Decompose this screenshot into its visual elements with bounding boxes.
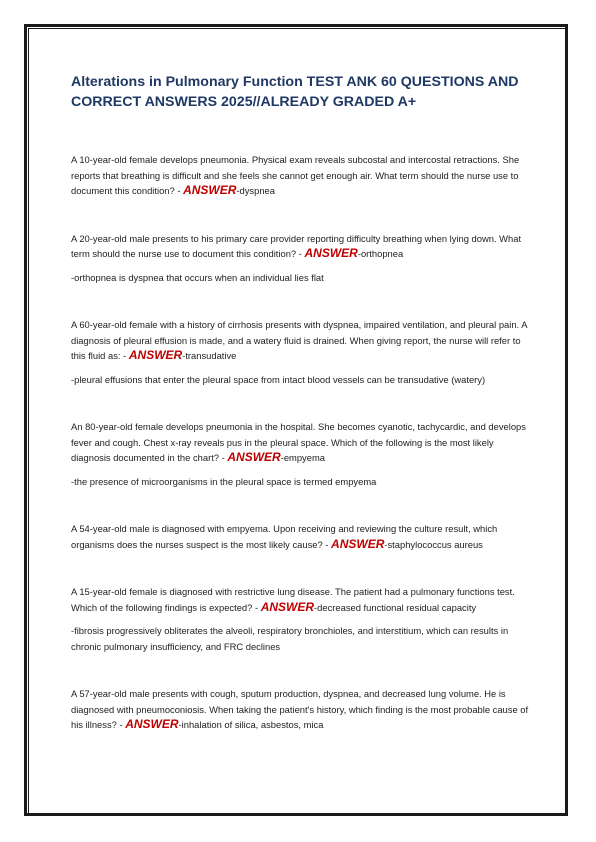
qa-item: [71, 686, 529, 733]
answer-label: ANSWER: [260, 599, 315, 614]
answer-separator: -: [174, 185, 184, 196]
answer-separator: -: [322, 538, 332, 550]
question-text: [71, 231, 529, 262]
answer-separator: -: [120, 350, 129, 361]
explanation-text: -the presence of microorganisms in the pleural space is termed empyema: [71, 475, 377, 487]
question-text: [71, 419, 529, 466]
answer-label: ANSWER: [227, 450, 281, 464]
answer-separator: -: [219, 452, 228, 463]
question: A 57-year-old male presents with cough, sputum production, dyspnea, and decreased lung volume. He is diagnosed with pneumoconiosis. When taking the patient's history, which finding is the most probable cause of his illness?: [71, 688, 529, 730]
document-title: Alterations in Pulmonary Function TEST ANK 60 QUESTIONS AND CORRECT ANSWERS 2025//ALREADY GRADED A+: [71, 74, 519, 110]
answer-text: -empyema: [280, 452, 325, 463]
qa-item: [71, 419, 529, 489]
qa-item: [71, 231, 529, 286]
answer-label: ANSWER: [304, 246, 358, 260]
question-text: [71, 584, 529, 615]
answer-separator: -: [252, 601, 261, 613]
answer-text: -inhalation of silica, asbestos, mica: [178, 719, 324, 730]
answer-label: ANSWER: [128, 348, 183, 362]
explanation-text: -pleural effusions that enter the pleural space from intact blood vessels can be transudative (watery): [71, 373, 486, 385]
explanation-text: -fibrosis progressively obliterates the alveoli, respiratory bronchioles, and interstitium, which can results in chronic pulmonary insufficiency, and FRC declines: [71, 625, 509, 652]
answer-separator: -: [116, 719, 126, 730]
qa-list: [71, 152, 529, 733]
question-text: [71, 152, 529, 199]
answer-label: ANSWER: [331, 536, 385, 551]
answer-label: ANSWER: [183, 183, 237, 197]
question: A 60-year-old female with a history of cirrhosis presents with dyspnea, impaired ventilation, and pleural pain. A diagnosis of pleural effusion is made, and a watery fluid is drained. When giving report, the nurse will refer to this fluid as:: [71, 319, 527, 361]
qa-item: [71, 317, 529, 387]
question: A 15-year-old female is diagnosed with restrictive lung disease. The patient had a pulmonary functions test. Which of the following findings is expected?: [71, 586, 515, 613]
question-text: [71, 521, 529, 552]
qa-item: [71, 152, 529, 199]
question-text: [71, 317, 529, 364]
question-text: [71, 686, 529, 733]
answer-separator: -: [296, 248, 305, 259]
question: A 20-year-old male presents to his primary care provider reporting difficulty breathing when lying down. What term should the nurse use to document this condition?: [71, 232, 522, 259]
answer-text: -orthopnea: [357, 248, 404, 259]
question: A 54-year-old male is diagnosed with empyema. Upon receiving and reviewing the culture result, which organisms does the nurses suspect is the most likely cause?: [71, 523, 498, 550]
answer-text: -dyspnea: [236, 185, 275, 196]
qa-item: [71, 584, 529, 654]
answer-text: -decreased functional residual capacity: [314, 601, 477, 613]
question: A 10-year-old female develops pneumonia. Physical exam reveals subcostal and intercostal retractions. She reports that breathing is difficult and she feels she cannot get enough air. What term should the nurse use to document this condition?: [71, 154, 520, 196]
qa-item: [71, 521, 529, 552]
explanation-text: -orthopnea is dyspnea that occurs when an individual lies flat: [71, 271, 324, 283]
answer-text: -transudative: [182, 350, 237, 361]
question: An 80-year-old female develops pneumonia in the hospital. She becomes cyanotic, tachycardic, and develops fever and cough. Chest x-ray reveals pus in the pleural space. Which of the following is the most likely diagnosis documented in the chart?: [71, 421, 526, 463]
answer-label: ANSWER: [125, 717, 179, 731]
document-body: [71, 72, 529, 765]
answer-text: -staphylococcus aureus: [384, 538, 483, 550]
